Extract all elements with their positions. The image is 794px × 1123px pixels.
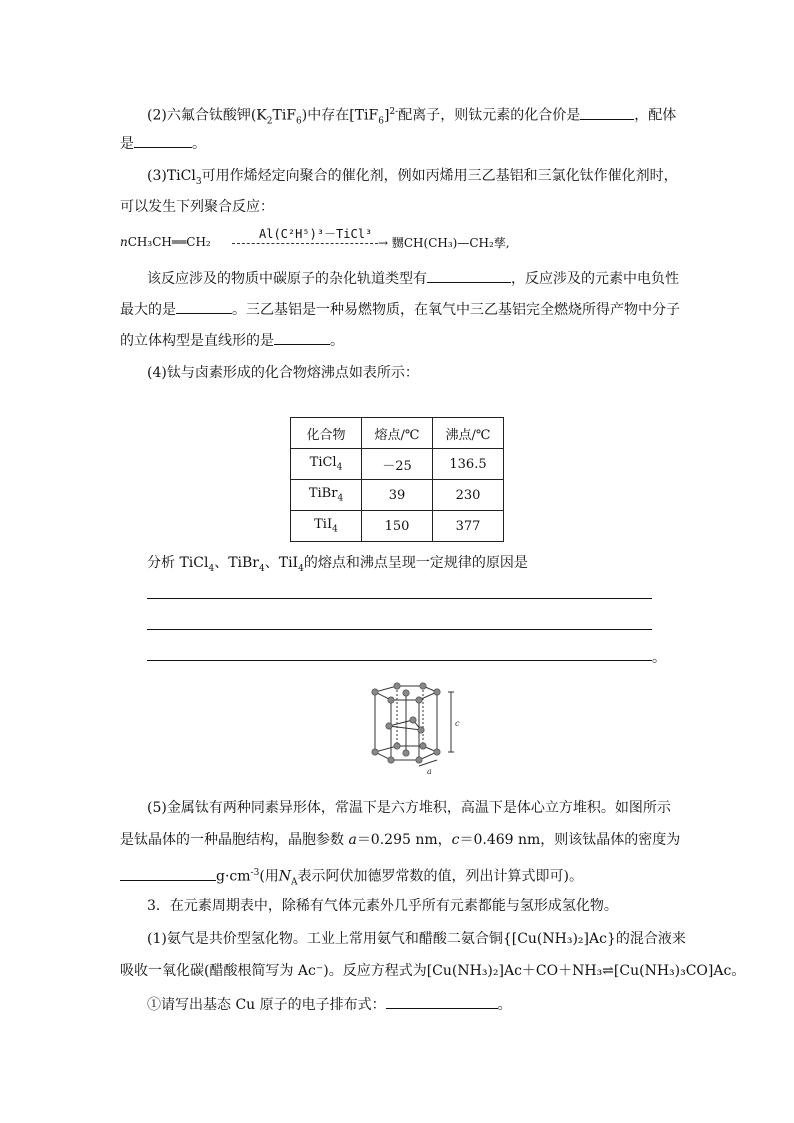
answer-blank[interactable] [427, 268, 511, 283]
q2-line-1: (2)六氟合钛酸钾$(K_2TiF_6)$中存在$[TiF_6]^{2-}$配离子，则钛元素的化合价是 ，配体 [147, 102, 676, 131]
table-row [291, 511, 504, 542]
table-header: 化合物 [291, 418, 362, 449]
q3-title: 3．在元素周期表中，除稀有气体元素外几乎所有元素都能与氢形成氢化物。 [147, 898, 618, 914]
q4-analysis: 分析 TiCl$_4$、TiBr$_4$、TiI$_4$的熔点和沸点呈现一定规律的原因是 [147, 555, 528, 574]
q3-1-line-2: 吸收一氧化碳(醋酸根简写为 Ac⁻)。反应方程式为[Cu(NH₃)₂]Ac＋CO＋NH₃⇌[Cu(NH₃)₃CO]Ac。 [120, 963, 746, 979]
q5-line-3: $g\cdot cm^{-3}$(用$N_A$表示阿伏加德罗常数的值，列出计算式即可)。 [120, 863, 583, 892]
answer-line[interactable] [147, 660, 652, 661]
table-row [291, 449, 504, 480]
table-header: 沸点/℃ [433, 418, 504, 449]
answer-blank[interactable] [386, 994, 498, 1009]
q5-line-2: 是钛晶体的一种晶胞结构，晶胞参数 a＝0.295 nm，c＝0.469 nm，则该钛晶体的密度为 [120, 832, 681, 848]
q5-line-1: (5)金属钛有两种同素异形体，常温下是六方堆积，高温下是体心立方堆积。如图所示 [147, 800, 671, 816]
q2-line-2: 是 。 [120, 133, 206, 154]
answer-line[interactable] [147, 629, 652, 630]
answer-period: 。 [652, 650, 666, 666]
label-c: c [455, 719, 460, 728]
q3-1-line-3: ①请写出基态 Cu 原子的电子排布式： 。 [147, 994, 512, 1015]
q3-1-line-1: (1)氨气是共价型氢化物。工业上常用氨气和醋酸二氨合铜{[Cu(NH₃)₂]Ac}的混合液来 [147, 931, 686, 947]
table-row [291, 480, 504, 511]
answer-blank[interactable] [120, 866, 216, 881]
table-cell: 136.5 [433, 449, 504, 480]
table-header: 熔点/℃ [362, 418, 433, 449]
hexagonal-cell-figure [355, 680, 465, 780]
table-cell: TiCl$_4$ [291, 449, 362, 480]
reaction-right: → 嬲CH(CH₃)—CH₂孳, [378, 236, 510, 250]
reaction-left: nCH₃CH══CH₂ [120, 235, 211, 249]
table-cell: TiBr$_4$ [291, 480, 362, 511]
melting-boiling-table [290, 417, 504, 542]
q3-line-3: 该反应涉及的物质中碳原子的杂化轨道类型有 ，反应涉及的元素中电负性 [147, 268, 679, 289]
reaction-arrow [232, 243, 378, 244]
answer-blank[interactable] [134, 133, 192, 148]
answer-line[interactable] [147, 598, 652, 599]
table-cell: 230 [433, 480, 504, 511]
table-cell: 150 [362, 511, 433, 542]
answer-blank[interactable] [176, 299, 232, 314]
table-cell: 377 [433, 511, 504, 542]
table-cell: TiI$_4$ [291, 511, 362, 542]
q3-line-1: (3)TiCl$_3$可用作烯烃定向聚合的催化剂，例如丙烯用三乙基铝和三氯化钛作催化剂时， [147, 168, 678, 187]
q3-line-5: 的立体构型是直线形的是 。 [120, 330, 344, 351]
table-cell: 39 [362, 480, 433, 511]
table-header-row [291, 418, 504, 449]
q3-line-4: 最大的是 。三乙基铝是一种易燃物质，在氧气中三乙基铝完全燃烧所得产物中分子 [120, 299, 680, 320]
table-cell: －25 [362, 449, 433, 480]
label-a: a [427, 767, 432, 776]
answer-blank[interactable] [274, 330, 330, 345]
q3-line-2: 可以发生下列聚合反应： [120, 199, 274, 215]
q4-intro: (4)钛与卤素形成的化合物熔沸点如表所示： [147, 365, 419, 381]
answer-blank[interactable] [580, 105, 634, 120]
catalyst-label: Al(C²H⁵)³－TiCl³ [259, 227, 373, 241]
